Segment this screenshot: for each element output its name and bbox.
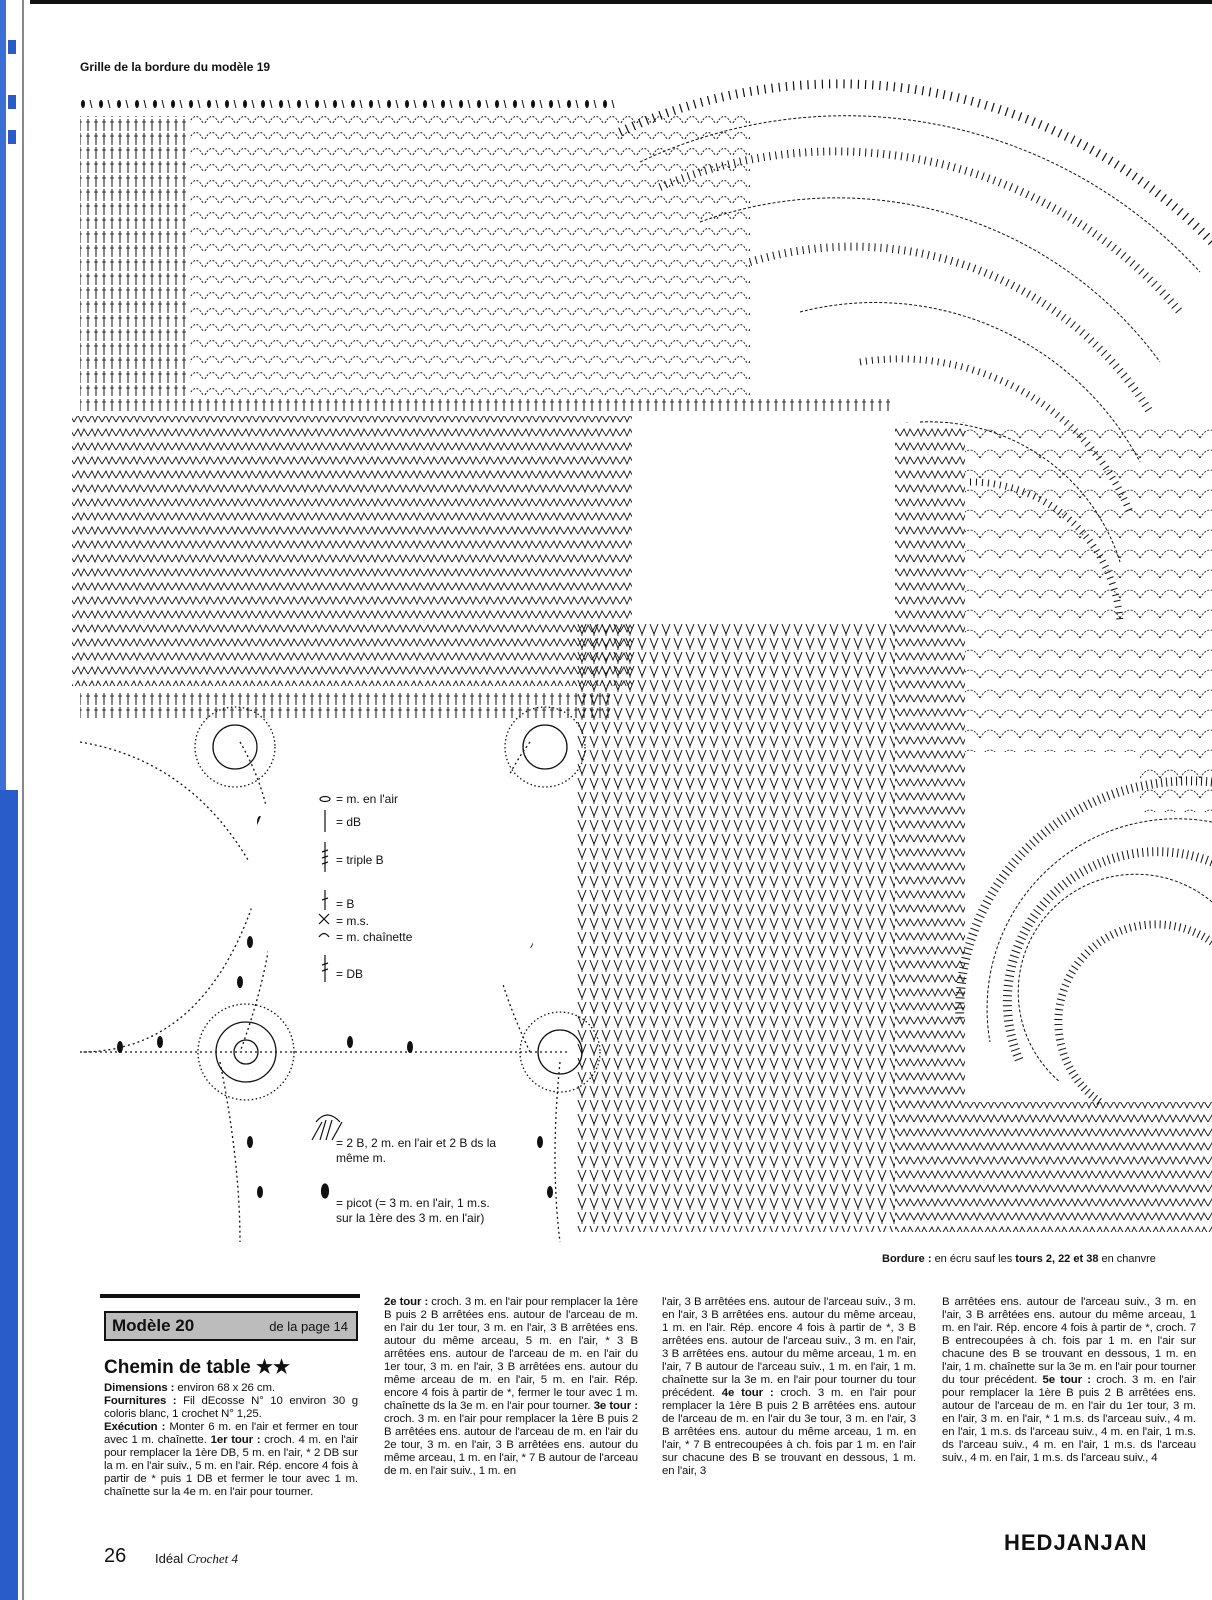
instructions-col-2 <box>384 1296 638 1478</box>
page-spine <box>0 0 30 1600</box>
instructions-col-4 <box>942 1296 1196 1465</box>
magazine-name: Idéal Crochet 4 <box>155 1551 238 1566</box>
chart-zigzag-columns <box>895 422 965 1232</box>
legend-double-treble-label: = DB <box>336 967 364 981</box>
paragraph: 2e tour : croch. 3 m. en l'air pour remplacer la 1ère B puis 2 B arrêtées ens. autour de l'arceau de m. en l'air du 1er tour, 3 m. en l'air, 3 B arrêtées ens. autour du même arceau, 5 m. en l'air, * 3 B arrêtées ens. autour de l'arceau de m. en l'air du 1er tour, 3 m. en l'air, 3 B arrêtées ens. autour du même arceau de m. en l'air, 5 m. en l'air. Rép. encore 4 fois à partir de *, fermer le tour avec 1 m. chaînette ds la 3e m. en l'air pour tourner. 3e tour : croch. 3 m. en l'air pour remplacer la 1ère B puis 2 B arrêtées ens. autour de l'arceau de m. en l'air du 2e tour, 3 m. en l'air, 3 B arrêtées ens. autour du même arceau, 1 m. en l'air, * 7 B autour de l'arceau de m. en l'air suiv., 1 m. en <box>384 1296 638 1477</box>
chart-lower-fan <box>960 781 1212 1102</box>
chart-arch-block <box>190 116 750 396</box>
paragraph: l'air, 3 B arrêtées ens. autour de l'arceau suiv., 3 m. en l'air, 3 B arrêtées ens. autour du même arceau, 1 m. en l'air. Rép. encore 4 fois à partir de *, 3 B arrêtées ens. autour de l'arceau suiv., 3 m. en l'air, 3 B arrêtées ens. autour du même arceau, 1 m. en l'air, 7 B autour de l'arceau suiv., 1 m. en l'air, 1 m. chaînette sur la 3e m. en l'air pour tourner du tour précédent. 4e tour : croch. 3 m. en l'air pour remplacer la 1ère B puis 2 B arrêtées ens. autour de l'arceau de m. en l'air du 3e tour, 3 m. en l'air, 3 B arrêtées ens. autour du même arceau, 1 m. en l'air, * 7 B entrecoupées à ch. fois par 1 m. en l'air sur chacune des B se trouvant en dessous, 1 m. en l'air, 3 <box>662 1296 916 1477</box>
model-title: Modèle 20 <box>112 1316 195 1335</box>
instructions-col-3 <box>662 1296 916 1478</box>
chart-v-columns <box>575 622 895 1232</box>
spine-blue-band <box>0 790 18 1600</box>
top-rule <box>30 0 1212 4</box>
picot-icon <box>322 1184 329 1198</box>
grid-title: Grille de la bordure du modèle 19 <box>80 60 271 74</box>
paragraph: B arrêtées ens. autour de l'arceau suiv., 3 m. en l'air, 3 B arrêtées ens. autour du même arceau, 1 m. en l'air. Rép. encore 4 fois à partir de *, croch. 7 B entrecoupées à ch. fois par 1 m. en l'air sur chacune des B se trouvant en dessous, 1 m. en l'air, 1 m. chaînette sur la 3e m. en l'air pour tourner du tour précédent. 5e tour : croch. 3 m. en l'air pour remplacer la 1ère B puis 2 B arrêtées ens. autour de l'arceau de m. en l'air du 1er tour, 3 m. en l'air, 3 m. en l'air, * 1 m.s. ds l'arceau suiv., 4 m. en l'air, 1 m.s. ds l'arceau suiv., 4 m. en l'air, 1 m.s. ds l'arceau suiv., 4 m. en l'air, 1 m.s. ds l'arceau suiv., 4 m. en l'air, 1 m.s. ds l'arceau suiv., 4 <box>942 1296 1196 1464</box>
chart-lower-zigzag <box>965 1102 1212 1232</box>
chart-stitch-row <box>80 692 610 718</box>
legend-shell-label: = 2 B, 2 m. en l'air et 2 B ds la <box>336 1136 497 1150</box>
chart-legend-area <box>248 727 548 1027</box>
model-header <box>104 1311 358 1341</box>
legend-slip-stitch-label: = m. chaînette <box>336 930 413 944</box>
page-number: 26 <box>104 1545 127 1567</box>
instructions-col-1 <box>104 1382 358 1499</box>
legend-triple-crochet-label: = triple B <box>336 853 384 867</box>
model-name: Chemin de table ★★ <box>104 1357 291 1378</box>
bordure-label: Bordure : <box>882 1253 932 1265</box>
chart-right-ring-col <box>1140 752 1212 812</box>
bordure-text: en écru sauf les <box>934 1253 1013 1265</box>
spine-mark <box>8 40 16 54</box>
bordure-note <box>882 1253 1156 1265</box>
chart-ring-block <box>965 422 1212 752</box>
spine-line <box>22 0 24 1600</box>
bordure-text-2: en chanvre <box>1101 1253 1156 1265</box>
chart-stitch-row <box>80 398 890 412</box>
spine-mark <box>8 130 16 144</box>
legend-single-crochet-label: = m.s. <box>336 914 370 928</box>
legend-treble-label: = B <box>336 897 355 911</box>
spine-blue-strip <box>0 0 6 790</box>
chart-stitch-block <box>80 116 190 396</box>
chart-zigzag-block <box>72 416 632 686</box>
paragraph: Dimensions : environ 68 x 26 cm. <box>104 1382 275 1394</box>
model-top-rule <box>100 1294 360 1298</box>
spine-mark <box>8 95 16 109</box>
chart-picot-edge <box>80 98 620 112</box>
legend-chain-label: = m. en l'air <box>336 792 398 806</box>
watermark: HEDJANJAN <box>1004 1530 1148 1555</box>
legend-double-crochet-label: = dB <box>336 815 362 829</box>
paragraph: Exécution : Monter 6 m. en l'air et fermer en tour avec 1 m. chaînette. 1er tour : croch. 4 m. en l'air pour remplacer la 1ère DB, 5 m. en l'air, * 2 DB sur la m. en l'air suiv., 5 m. en l'air. Rép. encore 4 fois à partir de * puis 1 DB et fermer le tour avec 1 m. chaînette sur la 4e m. en l'air pour tourner. <box>104 1421 359 1498</box>
paragraph: Fournitures : Fil dEcosse N° 10 environ 30 g coloris blanc, 1 crochet N° 1,25. <box>104 1395 358 1420</box>
legend-shell-label-2: même m. <box>336 1151 387 1165</box>
model-page-ref: de la page 14 <box>269 1319 348 1334</box>
legend-picot-label: = picot (= 3 m. en l'air, 1 m.s. <box>336 1196 490 1210</box>
legend-picot-label-2: sur la 1ère des 3 m. en l'air) <box>336 1211 485 1225</box>
crochet-chart <box>60 62 1212 1272</box>
bordure-rounds: tours 2, 22 et 38 <box>1015 1253 1099 1265</box>
